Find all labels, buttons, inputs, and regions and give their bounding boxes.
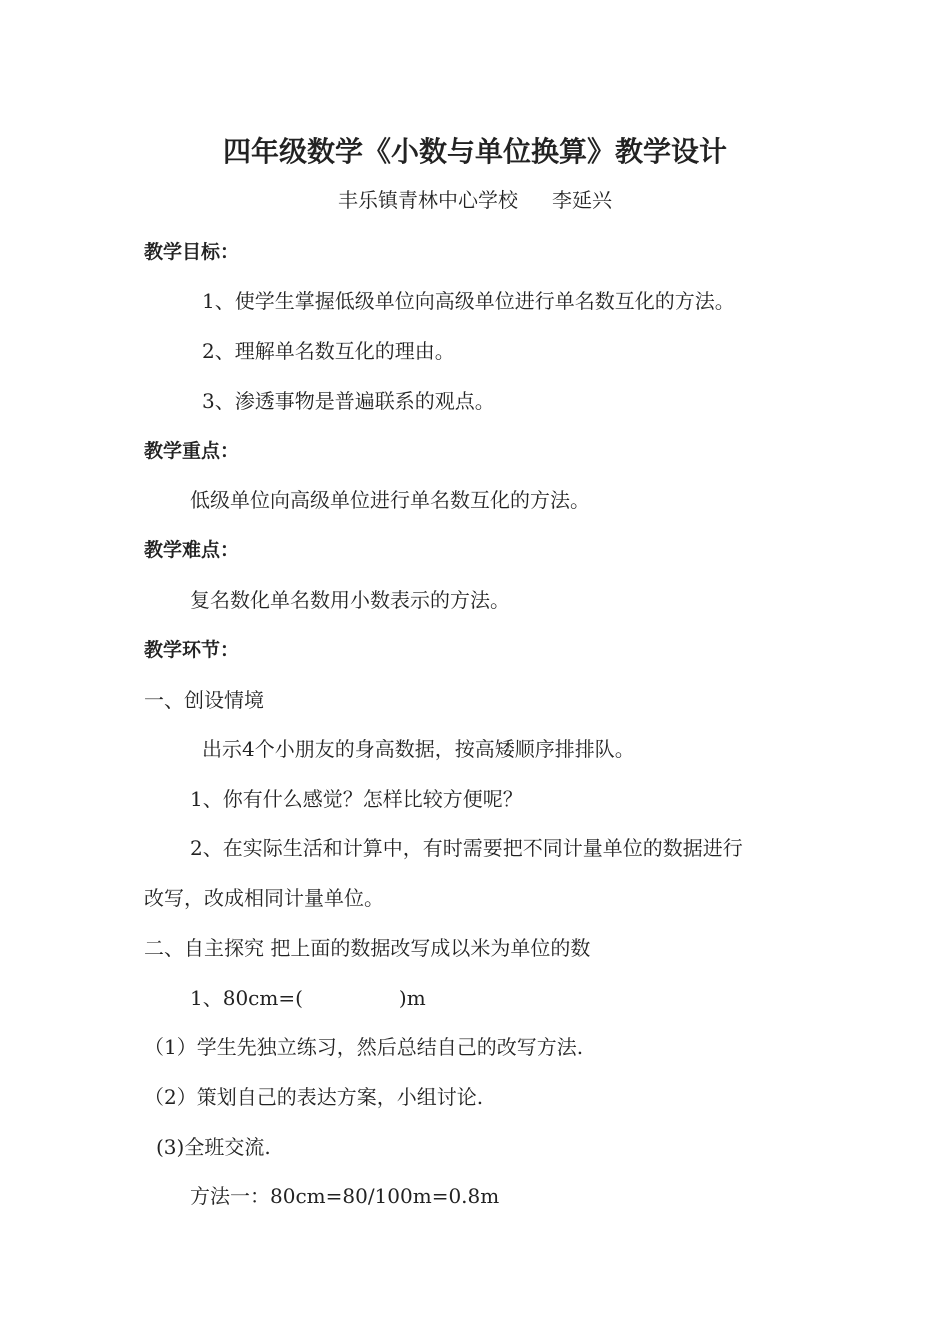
goal-item-2: 2、理解单名数互化的理由。 xyxy=(202,339,455,363)
section2-step-2: （2）策划自己的表达方案，小组讨论. xyxy=(144,1085,484,1109)
document-title: 四年级数学《小数与单位换算》教学设计 xyxy=(222,135,727,168)
difficulty-heading: 教学难点： xyxy=(144,539,240,561)
section2-method-1: 方法一：80cm=80/100m=0.8m xyxy=(190,1184,500,1208)
section1-intro: 出示4个小朋友的身高数据，按高矮顺序排排队。 xyxy=(202,737,635,761)
section1-question-2-line2: 改写，改成相同计量单位。 xyxy=(144,886,384,910)
section1-question-1: 1、你有什么感觉？怎样比较方便呢？ xyxy=(190,787,523,811)
exercise-right: )m xyxy=(398,986,426,1010)
section1-question-2-line1: 2、在实际生活和计算中，有时需要把不同计量单位的数据进行 xyxy=(190,836,743,860)
process-heading: 教学环节： xyxy=(144,639,240,661)
exercise-left: 1、80cm=( xyxy=(190,986,303,1010)
section2-exercise xyxy=(190,986,426,1010)
section2-step-1: （1）学生先独立练习，然后总结自己的改写方法. xyxy=(144,1035,584,1059)
goals-heading: 教学目标： xyxy=(144,241,240,263)
section2-step-3: (3)全班交流. xyxy=(156,1135,271,1159)
school-name: 丰乐镇青林中心学校 xyxy=(338,188,518,212)
key-point-heading: 教学重点： xyxy=(144,440,240,462)
section1-title: 一、创设情境 xyxy=(144,688,264,712)
difficulty-text: 复名数化单名数用小数表示的方法。 xyxy=(190,588,510,612)
goal-item-3: 3、渗透事物是普遍联系的观点。 xyxy=(202,389,495,413)
author-line xyxy=(0,188,950,212)
goal-item-1: 1、使学生掌握低级单位向高级单位进行单名数互化的方法。 xyxy=(202,289,735,313)
section2-title: 二、自主探究 把上面的数据改写成以米为单位的数 xyxy=(144,936,591,960)
author-name: 李延兴 xyxy=(552,188,612,212)
key-point-text: 低级单位向高级单位进行单名数互化的方法。 xyxy=(190,488,590,512)
